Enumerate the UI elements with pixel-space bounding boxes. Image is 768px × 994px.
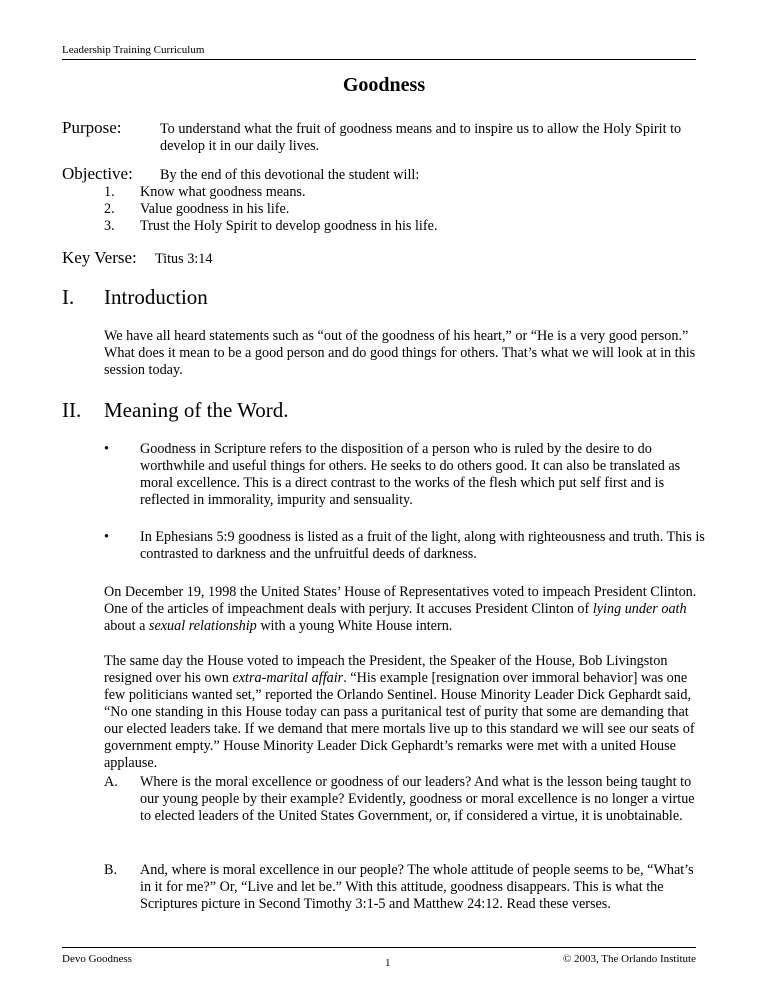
page-number: 1 (385, 957, 391, 969)
section-1-title: Introduction (104, 285, 208, 309)
running-header: Leadership Training Curriculum (62, 44, 696, 60)
key-verse-label: Key Verse: (62, 248, 137, 267)
bullet-2-marker: • (104, 529, 109, 545)
bullet-2-text: In Ephesians 5:9 goodness is listed as a fruit of the light, along with righteousness and truth. This is contrasted to darkness and the unfruitful deeds of darkness. (140, 529, 705, 562)
objective-item-2: Value goodness in his life. (140, 201, 290, 217)
bullet-1-marker: • (104, 441, 109, 457)
objective-item-1: Know what goodness means. (140, 184, 306, 200)
objective-item-3: Trust the Holy Spirit to develop goodness in his life. (140, 218, 438, 234)
section-2-title: Meaning of the Word. (104, 398, 289, 422)
objective-num-1: 1. (104, 184, 115, 200)
livingston-paragraph: The same day the House voted to impeach the President, the Speaker of the House, Bob Livingston resigned over his own extra-marital affair. “His example [resignation over immoral behavior] was one few politicians wanted set,” reported the Orlando Sentinel. House Minority Leader Dick Gephardt said, “No one standing in this House today can pass a puritanical test of purity that some are demanding that our elected leaders take. If we demand that mere mortals live up to this standard we will see our seats of government empty.” House Minority Leader Dick Gephardt’s remarks were met with a united House applause. (104, 653, 695, 771)
page-footer (62, 947, 696, 969)
key-verse-text: Titus 3:14 (155, 251, 213, 267)
objective-num-3: 3. (104, 218, 115, 234)
objective-intro: By the end of this devotional the student will: (160, 167, 420, 183)
point-b-label: B. (104, 862, 118, 878)
purpose-label: Purpose: (62, 118, 122, 137)
page-title: Goodness (342, 74, 426, 96)
bullet-1-text: Goodness in Scripture refers to the disposition of a person who is ruled by the desire to do worthwhile and useful things for others. He seeks to do others good. It can also be translated as moral excellence. This is a direct contrast to the works of the flesh which put self first and is reflected in immorality, impurity and sensuality. (140, 441, 681, 508)
objective-num-2: 2. (104, 201, 115, 217)
point-b-text: And, where is moral excellence in our people? The whole attitude of people seems to be, “What’s in it for me?” Or, “Live and let be.” With this attitude, goodness disappears. This is what the Scriptures picture in Second Timothy 3:1-5 and Matthew 24:12. Read these verses. (140, 862, 694, 912)
impeachment-paragraph: On December 19, 1998 the United States’ House of Representatives voted to impeach President Clinton. One of the articles of impeachment deals with perjury. It accuses President Clinton of lying under oath about a sexual relationship with a young White House intern. (104, 584, 697, 634)
point-a-label: A. (104, 774, 118, 790)
objective-label: Objective: (62, 164, 133, 183)
section-1-body: We have all heard statements such as “out of the goodness of his heart,” or “He is a very good person.” What does it mean to be a good person and do good things for others. That’s what we will look at in this session today. (104, 328, 696, 378)
footer-copyright: © 2003, The Orlando Institute (562, 953, 696, 965)
emphasis-lying: lying under oath (592, 601, 687, 617)
purpose-text: To understand what the fruit of goodness means and to inspire us to allow the Holy Spirit to develop it in our daily lives. (160, 121, 682, 154)
emphasis-affair: extra-marital affair (232, 670, 344, 686)
section-1-number: I. (62, 285, 75, 309)
section-2-number: II. (62, 398, 82, 422)
emphasis-relationship: sexual relationship (148, 618, 257, 634)
point-a-text: Where is the moral excellence or goodness of our leaders? And what is the lesson being taught to our young people by their example? Evidently, goodness or moral excellence is no longer a virtue to elected leaders of the United States Government, or, if considered a virtue, it is unobtainable. (140, 774, 695, 824)
footer-doc-name: Devo Goodness (62, 953, 132, 965)
